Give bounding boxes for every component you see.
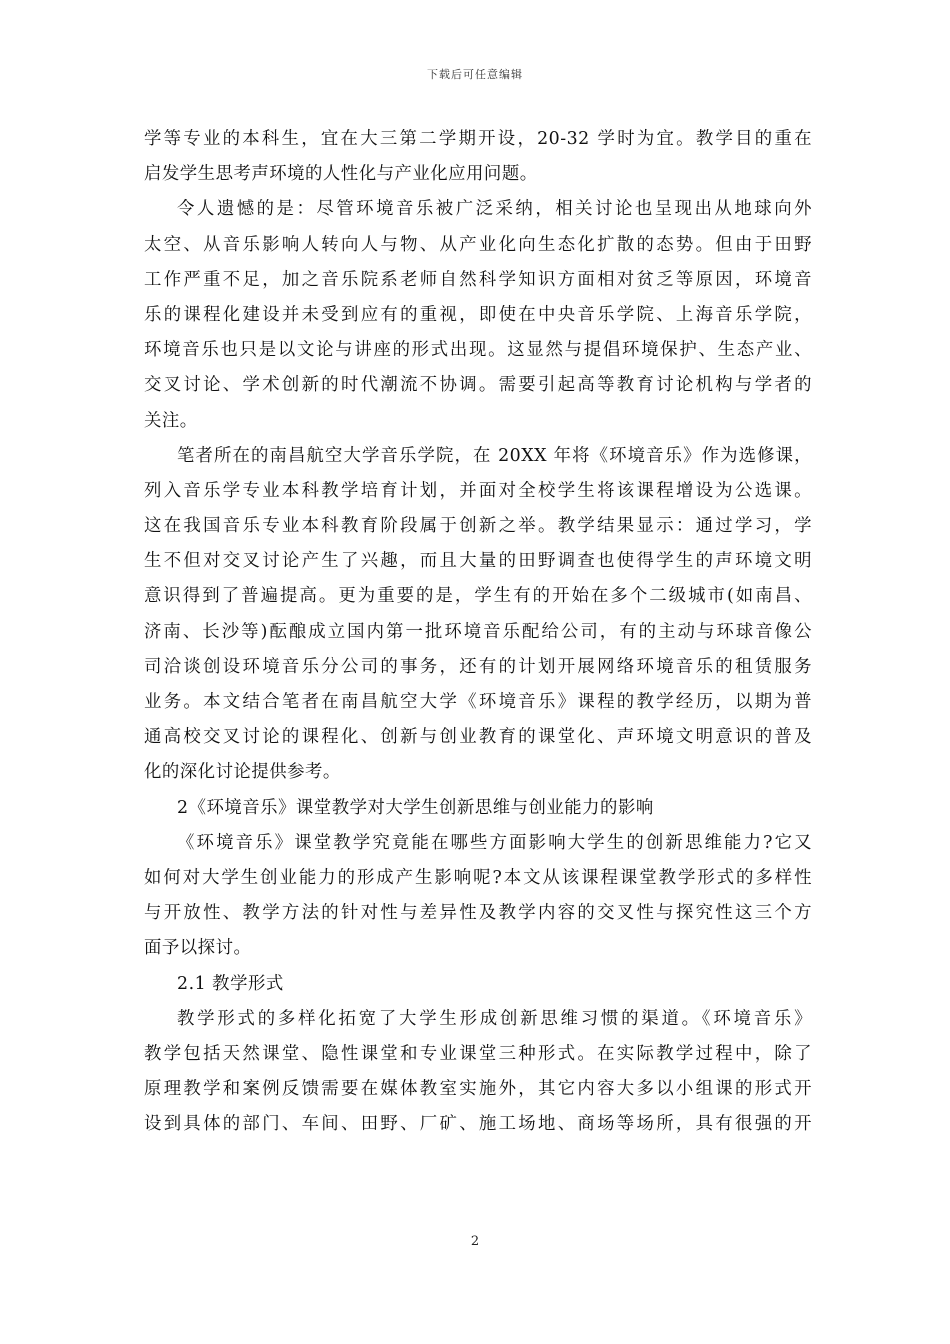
text-line: 生不但对交叉讨论产生了兴趣，而且大量的田野调查也使得学生的声环境文明 <box>144 551 812 572</box>
text-line: 工作严重不足，加之音乐院系老师自然科学知识方面相对贫乏等原因，环境音 <box>144 269 812 290</box>
text-line: 列入音乐学专业本科教学培育计划，并面对全校学生将该课程增设为公选课。 <box>144 480 812 501</box>
document-body <box>144 122 812 1142</box>
text-line: 通高校交叉讨论的课程化、创新与创业教育的课堂化、声环境文明意识的普及 <box>144 727 812 748</box>
text-line: 交叉讨论、学术创新的时代潮流不协调。需要引起高等教育讨论机构与学者的 <box>144 375 812 396</box>
text-line: 环境音乐也只是以文论与讲座的形式出现。这显然与提倡环境保护、生态产业、 <box>144 340 812 361</box>
text-line: 面予以探讨。 <box>144 938 252 959</box>
text-line: 设到具体的部门、车间、田野、厂矿、施工场地、商场等场所，具有很强的开 <box>144 1114 812 1135</box>
text-line: 笔者所在的南昌航空大学音乐学院，在 20XX 年将《环境音乐》作为选修课， <box>177 445 812 466</box>
page-number: 2 <box>470 1234 480 1249</box>
text-line: 济南、长沙等)酝酿成立国内第一批环境音乐配给公司，有的主动与环球音像公 <box>144 621 812 642</box>
text-line: 原理教学和案例反馈需要在媒体教室实施外，其它内容大多以小组课的形式开 <box>144 1079 812 1100</box>
text-line: 启发学生思考声环境的人性化与产业化应用问题。 <box>144 164 538 185</box>
text-line: 这在我国音乐专业本科教育阶段属于创新之举。教学结果显示：通过学习，学 <box>144 516 812 537</box>
text-line: 业务。本文结合笔者在南昌航空大学《环境音乐》课程的教学经历，以期为普 <box>144 692 812 712</box>
text-line: 学等专业的本科生，宜在大三第二学期开设，20-32 学时为宜。教学目的重在 <box>144 129 812 149</box>
text-line: 《环境音乐》课堂教学究竟能在哪些方面影响大学生的创新思维能力?它又 <box>177 832 812 853</box>
section-heading: 2《环境音乐》课堂教学对大学生创新思维与创业能力的影响 <box>177 797 654 818</box>
text-line: 与开放性、教学方法的针对性与差异性及教学内容的交叉性与探究性这三个方 <box>144 903 812 924</box>
text-line: 教学包括天然课堂、隐性课堂和专业课堂三种形式。在实际教学过程中，除了 <box>144 1043 812 1064</box>
page-header: 下载后可任意编辑 <box>427 68 523 81</box>
text-line: 乐的课程化建设并未受到应有的重视，即使在中央音乐学院、上海音乐学院， <box>144 304 812 325</box>
text-line: 令人遗憾的是：尽管环境音乐被广泛采纳，相关讨论也呈现出从地球向外 <box>177 199 812 220</box>
text-line: 关注。 <box>144 410 198 431</box>
text-line: 化的深化讨论提供参考。 <box>144 762 341 783</box>
subsection-heading: 2.1 教学形式 <box>177 973 284 994</box>
text-line: 教学形式的多样化拓宽了大学生形成创新思维习惯的渠道。《环境音乐》 <box>177 1008 812 1029</box>
text-line: 如何对大学生创业能力的形成产生影响呢?本文从该课程课堂教学形式的多样性 <box>144 867 812 888</box>
text-line: 太空、从音乐影响人转向人与物、从产业化向生态化扩散的态势。但由于田野 <box>144 234 812 255</box>
text-line: 司洽谈创设环境音乐分公司的事务，还有的计划开展网络环境音乐的租赁服务 <box>144 656 812 677</box>
text-line: 意识得到了普遍提高。更为重要的是，学生有的开始在多个二级城市(如南昌、 <box>144 586 812 607</box>
